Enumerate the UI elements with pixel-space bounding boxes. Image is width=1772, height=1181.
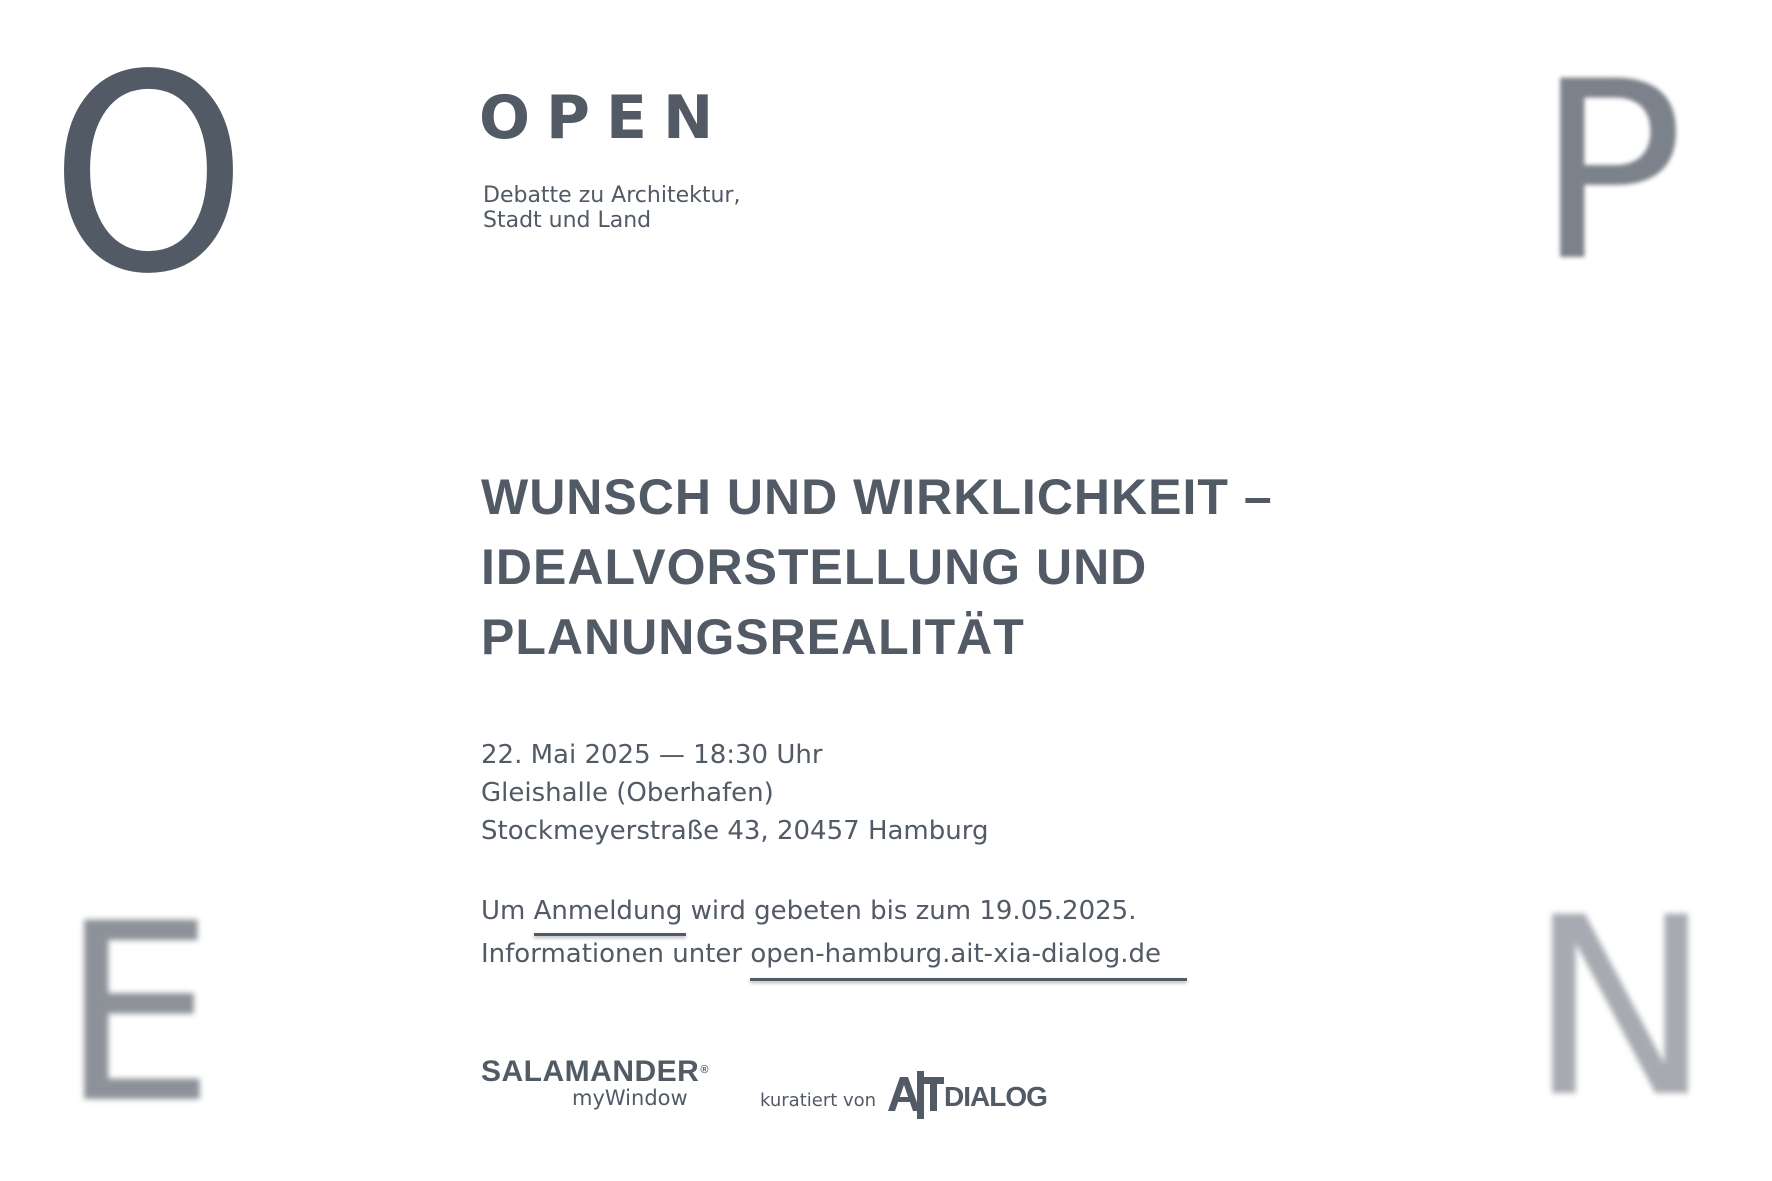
brand-subtitle: [483, 183, 740, 233]
event-headline: [481, 462, 1273, 672]
ait-logo-mark-icon: [888, 1071, 944, 1119]
salamander-logo: [481, 1057, 721, 1109]
event-datetime: 22. Mai 2025 — 18:30 Uhr: [481, 740, 823, 770]
ait-logo-text: DIALOG: [944, 1081, 1047, 1112]
registration-link[interactable]: Anmeldung: [534, 890, 683, 933]
brand-subtitle-line1: Debatte zu Architektur,: [483, 183, 741, 208]
salamander-name: [481, 1057, 721, 1087]
headline-line3: PLANUNGSREALITÄT: [481, 609, 1025, 665]
corner-letter-n: N: [1528, 866, 1713, 1152]
corner-letter-e: E: [60, 872, 216, 1158]
corner-letter-p: P: [1536, 30, 1685, 316]
information-line: [481, 933, 1161, 976]
registration-prefix: Um: [481, 896, 534, 926]
curated-label: kuratiert von: [760, 1090, 877, 1111]
headline-line1: WUNSCH UND WIRKLICHKEIT –: [481, 469, 1273, 525]
headline-line2: IDEALVORSTELLUNG UND: [481, 539, 1148, 595]
event-details: [481, 736, 988, 850]
information-prefix: Informationen unter: [481, 939, 751, 969]
salamander-sub: myWindow: [572, 1086, 688, 1110]
website-link[interactable]: open-hamburg.ait-xia-dialog.de: [750, 933, 1161, 976]
registered-mark: ®: [700, 1064, 709, 1076]
ait-dialog-logo: [888, 1071, 1047, 1119]
event-venue: Gleishalle (Oberhafen): [481, 778, 774, 808]
registration-info: [481, 890, 1161, 976]
event-address: Stockmeyerstraße 43, 20457 Hamburg: [481, 816, 989, 846]
registration-suffix: wird gebeten bis zum 19.05.2025.: [682, 896, 1137, 926]
brand-subtitle-line2: Stadt und Land: [483, 208, 652, 233]
salamander-wordmark: SALAMANDER: [481, 1055, 700, 1088]
corner-letter-o: O: [50, 18, 247, 334]
registration-line: [481, 890, 1161, 933]
brand-title: OPEN: [479, 83, 730, 153]
